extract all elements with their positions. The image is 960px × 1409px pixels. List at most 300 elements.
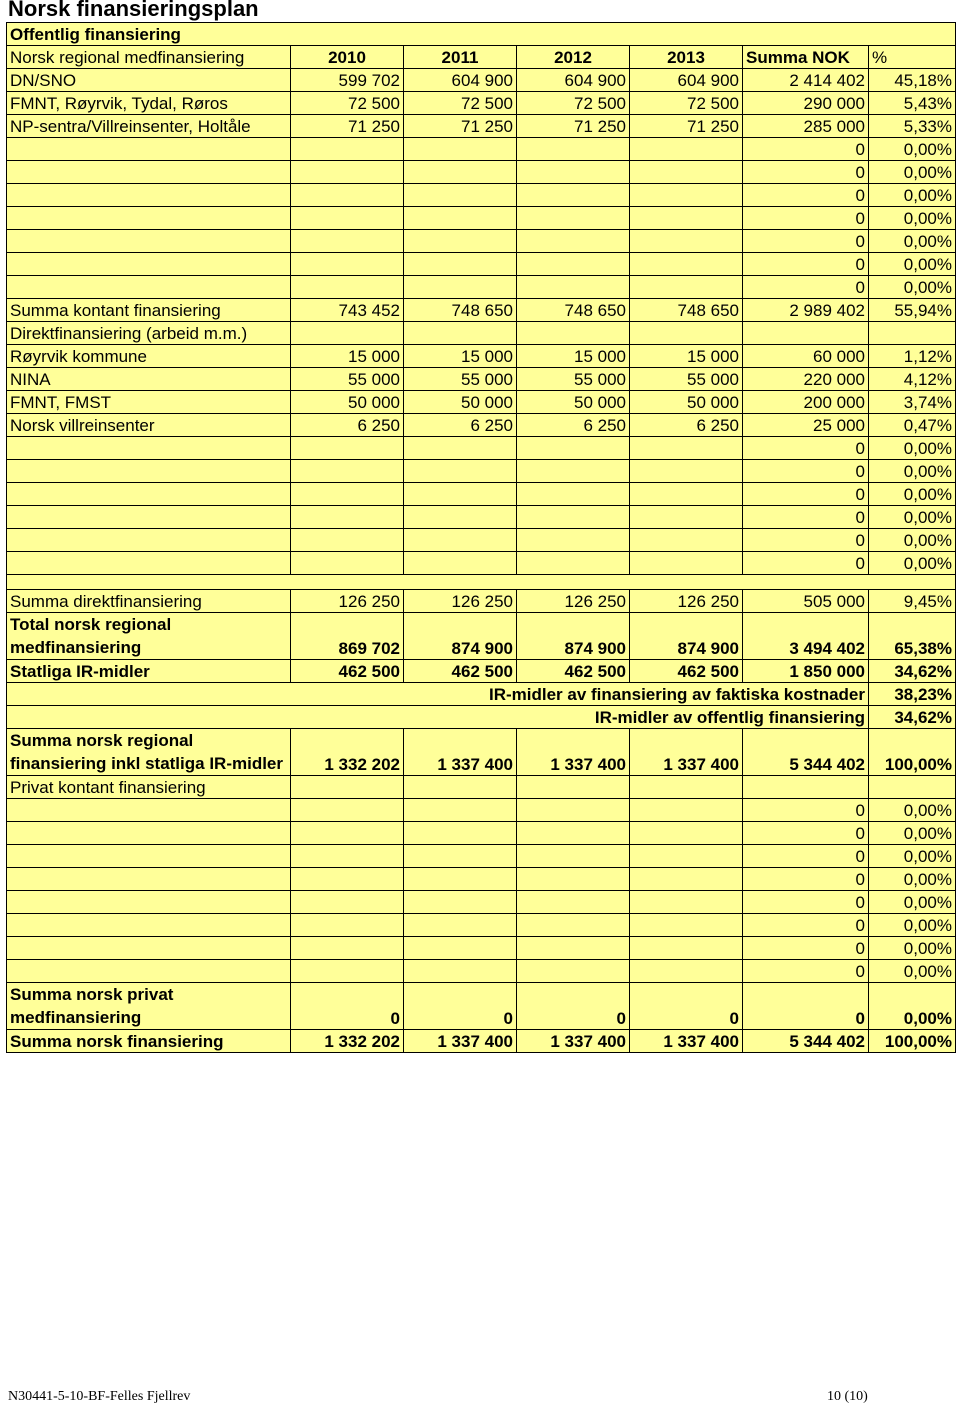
cell-y2013: 748 650	[630, 299, 743, 322]
cell-pct: 0,00%	[869, 960, 956, 983]
cell-y2010: 743 452	[291, 299, 404, 322]
cell-y2013	[630, 138, 743, 161]
cell-sum: 0	[743, 822, 869, 845]
empty-cell	[743, 322, 869, 345]
cell-y2011: 604 900	[404, 69, 517, 92]
row-label	[7, 822, 291, 845]
cell-y2011: 0	[404, 983, 517, 1030]
cell-sum: 0	[743, 230, 869, 253]
cell-y2011	[404, 138, 517, 161]
cell-pct: 0,00%	[869, 937, 956, 960]
cell-y2012: 604 900	[517, 69, 630, 92]
cell-sum: 220 000	[743, 368, 869, 391]
row-label	[7, 483, 291, 506]
cell-y2012: 15 000	[517, 345, 630, 368]
cell-y2010: 71 250	[291, 115, 404, 138]
cell-y2012	[517, 230, 630, 253]
cell-y2012	[517, 845, 630, 868]
cell-pct: 0,00%	[869, 437, 956, 460]
row-label	[7, 799, 291, 822]
table-row	[7, 437, 956, 460]
footer-page-number: 10 (10)	[827, 1389, 868, 1404]
cell-y2011	[404, 914, 517, 937]
cell-y2012	[517, 822, 630, 845]
cell-y2013	[630, 868, 743, 891]
col-header-2013: 2013	[630, 46, 743, 69]
cell-y2010	[291, 161, 404, 184]
cell-pct: 0,00%	[869, 276, 956, 299]
cell-y2013	[630, 230, 743, 253]
cell-y2010	[291, 822, 404, 845]
row-label: NINA	[7, 368, 291, 391]
cell-y2011	[404, 184, 517, 207]
empty-cell	[630, 776, 743, 799]
cell-y2011: 71 250	[404, 115, 517, 138]
cell-y2010	[291, 253, 404, 276]
table-row	[7, 552, 956, 575]
cell-y2011	[404, 207, 517, 230]
table-row	[7, 483, 956, 506]
row-label: FMNT, FMST	[7, 391, 291, 414]
cell-y2012	[517, 437, 630, 460]
share-pct: 38,23%	[869, 683, 956, 706]
cell-y2012	[517, 207, 630, 230]
cell-sum: 0	[743, 914, 869, 937]
cell-y2012: 1 337 400	[517, 1030, 630, 1053]
empty-cell	[404, 322, 517, 345]
row-label: Total norsk regional medfinansiering	[7, 613, 291, 660]
page-title: Norsk finansieringsplan	[8, 0, 259, 21]
table-row	[7, 937, 956, 960]
cell-sum: 0	[743, 184, 869, 207]
cell-y2010	[291, 799, 404, 822]
cell-y2012	[517, 138, 630, 161]
col-header-sum: Summa NOK	[743, 46, 869, 69]
subsection-title: Norsk regional medfinansiering	[7, 46, 291, 69]
cell-y2011: 15 000	[404, 345, 517, 368]
cell-sum: 1 850 000	[743, 660, 869, 683]
footer-document-id: N30441-5-10-BF-Felles Fjellrev	[8, 1389, 191, 1404]
cell-y2010: 462 500	[291, 660, 404, 683]
cell-sum: 0	[743, 937, 869, 960]
row-label: Summa norsk privat medfinansiering	[7, 983, 291, 1030]
cell-y2013: 15 000	[630, 345, 743, 368]
cell-pct: 0,00%	[869, 230, 956, 253]
cell-y2010	[291, 276, 404, 299]
column-header-row	[7, 46, 956, 69]
cell-pct: 55,94%	[869, 299, 956, 322]
cell-y2010	[291, 845, 404, 868]
empty-cell	[869, 776, 956, 799]
cell-pct: 65,38%	[869, 613, 956, 660]
ir-share-costs-row	[7, 683, 956, 706]
cell-y2012	[517, 914, 630, 937]
cell-y2011	[404, 253, 517, 276]
cell-y2013: 462 500	[630, 660, 743, 683]
cell-y2013	[630, 552, 743, 575]
cell-y2010	[291, 207, 404, 230]
empty-cell	[291, 322, 404, 345]
cell-pct: 5,33%	[869, 115, 956, 138]
table-row	[7, 276, 956, 299]
cell-sum: 5 344 402	[743, 1030, 869, 1053]
table-row	[7, 161, 956, 184]
cell-y2010	[291, 437, 404, 460]
section-header-row	[7, 23, 956, 46]
cell-pct: 0,47%	[869, 414, 956, 437]
cell-y2010: 15 000	[291, 345, 404, 368]
cell-y2013	[630, 184, 743, 207]
table-row	[7, 391, 956, 414]
cell-y2010	[291, 960, 404, 983]
cell-y2011: 126 250	[404, 590, 517, 613]
cell-y2013	[630, 891, 743, 914]
cell-y2011	[404, 799, 517, 822]
empty-cell	[630, 322, 743, 345]
cell-y2013: 604 900	[630, 69, 743, 92]
cell-y2010	[291, 914, 404, 937]
summa-inkl-ir-row	[7, 729, 956, 776]
empty-cell	[404, 776, 517, 799]
cell-y2012	[517, 868, 630, 891]
cell-y2013: 6 250	[630, 414, 743, 437]
table-row	[7, 207, 956, 230]
cell-pct: 0,00%	[869, 138, 956, 161]
row-label	[7, 891, 291, 914]
cell-y2013: 50 000	[630, 391, 743, 414]
cell-pct: 1,12%	[869, 345, 956, 368]
cell-sum: 60 000	[743, 345, 869, 368]
row-label	[7, 230, 291, 253]
ir-row	[7, 660, 956, 683]
cell-pct: 0,00%	[869, 483, 956, 506]
cell-y2013: 1 337 400	[630, 1030, 743, 1053]
cell-y2013: 874 900	[630, 613, 743, 660]
cell-y2010	[291, 552, 404, 575]
row-label: Summa norsk finansiering	[7, 1030, 291, 1053]
cell-y2013	[630, 506, 743, 529]
cell-y2013	[630, 799, 743, 822]
cell-sum: 0	[743, 276, 869, 299]
cell-y2013	[630, 207, 743, 230]
cell-y2013	[630, 460, 743, 483]
cell-y2012: 1 337 400	[517, 729, 630, 776]
cell-y2010: 6 250	[291, 414, 404, 437]
cell-sum: 3 494 402	[743, 613, 869, 660]
col-header-2011: 2011	[404, 46, 517, 69]
cell-y2010	[291, 460, 404, 483]
cell-y2012	[517, 276, 630, 299]
cell-y2011: 1 337 400	[404, 1030, 517, 1053]
row-label	[7, 437, 291, 460]
cell-y2013: 1 337 400	[630, 729, 743, 776]
cell-pct: 0,00%	[869, 552, 956, 575]
cell-y2010: 0	[291, 983, 404, 1030]
cell-pct: 0,00%	[869, 253, 956, 276]
cell-pct: 100,00%	[869, 729, 956, 776]
cell-y2012: 55 000	[517, 368, 630, 391]
table-row	[7, 822, 956, 845]
cell-y2010: 1 332 202	[291, 1030, 404, 1053]
section-heading: Privat kontant finansiering	[7, 776, 291, 799]
cell-sum: 0	[743, 138, 869, 161]
share-pct: 34,62%	[869, 706, 956, 729]
row-label	[7, 184, 291, 207]
cell-pct: 0,00%	[869, 914, 956, 937]
spacer-row	[7, 575, 956, 590]
cell-y2011	[404, 868, 517, 891]
empty-cell	[291, 776, 404, 799]
cell-y2010: 126 250	[291, 590, 404, 613]
cell-y2011	[404, 960, 517, 983]
cell-sum: 0	[743, 891, 869, 914]
share-label: IR-midler av finansiering av faktiska kostnader	[7, 683, 869, 706]
cell-y2010	[291, 138, 404, 161]
table-row	[7, 460, 956, 483]
cell-pct: 0,00%	[869, 529, 956, 552]
cell-y2013: 55 000	[630, 368, 743, 391]
cell-sum: 0	[743, 529, 869, 552]
row-label	[7, 529, 291, 552]
col-header-2010: 2010	[291, 46, 404, 69]
cell-y2011	[404, 506, 517, 529]
cell-y2012: 126 250	[517, 590, 630, 613]
row-label: Røyrvik kommune	[7, 345, 291, 368]
cell-sum: 0	[743, 506, 869, 529]
cell-sum: 0	[743, 868, 869, 891]
cell-y2011	[404, 552, 517, 575]
cell-pct: 0,00%	[869, 207, 956, 230]
cell-sum: 505 000	[743, 590, 869, 613]
cell-y2013	[630, 845, 743, 868]
cell-sum: 285 000	[743, 115, 869, 138]
row-label	[7, 552, 291, 575]
cell-y2012: 874 900	[517, 613, 630, 660]
row-label	[7, 460, 291, 483]
row-label: NP-sentra/Villreinsenter, Holtåle	[7, 115, 291, 138]
section-title: Offentlig finansiering	[7, 23, 956, 46]
cell-y2012: 748 650	[517, 299, 630, 322]
cell-sum: 2 989 402	[743, 299, 869, 322]
cell-pct: 0,00%	[869, 460, 956, 483]
cell-sum: 5 344 402	[743, 729, 869, 776]
cell-sum: 0	[743, 483, 869, 506]
table-row	[7, 960, 956, 983]
row-label	[7, 845, 291, 868]
row-label	[7, 253, 291, 276]
cell-y2011	[404, 937, 517, 960]
cell-y2012	[517, 460, 630, 483]
row-label	[7, 276, 291, 299]
cell-y2012: 6 250	[517, 414, 630, 437]
cell-y2010: 599 702	[291, 69, 404, 92]
cell-y2011: 6 250	[404, 414, 517, 437]
cell-y2013	[630, 529, 743, 552]
cell-y2013	[630, 437, 743, 460]
cell-sum: 0	[743, 845, 869, 868]
cell-sum: 0	[743, 437, 869, 460]
cell-pct: 0,00%	[869, 161, 956, 184]
subtotal-row-privat	[7, 983, 956, 1030]
direktfinansiering-heading-row	[7, 322, 956, 345]
section-heading: Direktfinansiering (arbeid m.m.)	[7, 322, 291, 345]
cell-y2013	[630, 822, 743, 845]
subtotal-row-kontant	[7, 299, 956, 322]
cell-y2010	[291, 891, 404, 914]
cell-pct: 0,00%	[869, 799, 956, 822]
cell-y2013: 126 250	[630, 590, 743, 613]
financing-table	[6, 22, 956, 1053]
row-label: Norsk villreinsenter	[7, 414, 291, 437]
cell-y2012	[517, 253, 630, 276]
empty-cell	[743, 776, 869, 799]
table-row	[7, 345, 956, 368]
cell-pct: 0,00%	[869, 845, 956, 868]
empty-cell	[517, 322, 630, 345]
cell-sum: 25 000	[743, 414, 869, 437]
cell-y2010	[291, 868, 404, 891]
cell-y2010	[291, 184, 404, 207]
empty-cell	[869, 322, 956, 345]
cell-y2012: 462 500	[517, 660, 630, 683]
cell-sum: 0	[743, 207, 869, 230]
cell-y2011	[404, 891, 517, 914]
row-label: Statliga IR-midler	[7, 660, 291, 683]
row-label: FMNT, Røyrvik, Tydal, Røros	[7, 92, 291, 115]
cell-y2012	[517, 799, 630, 822]
cell-sum: 0	[743, 460, 869, 483]
table-row	[7, 92, 956, 115]
cell-y2013	[630, 253, 743, 276]
cell-y2011: 50 000	[404, 391, 517, 414]
cell-y2012	[517, 184, 630, 207]
table-row	[7, 230, 956, 253]
cell-y2010	[291, 230, 404, 253]
cell-y2011	[404, 230, 517, 253]
cell-y2012: 72 500	[517, 92, 630, 115]
cell-y2011: 55 000	[404, 368, 517, 391]
cell-pct: 34,62%	[869, 660, 956, 683]
cell-sum: 0	[743, 253, 869, 276]
cell-pct: 3,74%	[869, 391, 956, 414]
cell-y2012	[517, 891, 630, 914]
table-row	[7, 115, 956, 138]
cell-sum: 0	[743, 799, 869, 822]
cell-y2010: 869 702	[291, 613, 404, 660]
table-row	[7, 69, 956, 92]
cell-y2012	[517, 552, 630, 575]
ir-share-public-row	[7, 706, 956, 729]
cell-pct: 45,18%	[869, 69, 956, 92]
cell-y2012: 0	[517, 983, 630, 1030]
table-row	[7, 184, 956, 207]
table-row	[7, 891, 956, 914]
cell-sum: 0	[743, 161, 869, 184]
cell-y2010: 72 500	[291, 92, 404, 115]
cell-sum: 2 414 402	[743, 69, 869, 92]
cell-y2012	[517, 960, 630, 983]
subtotal-row-direkt	[7, 590, 956, 613]
cell-y2011	[404, 437, 517, 460]
cell-sum: 290 000	[743, 92, 869, 115]
cell-y2011	[404, 161, 517, 184]
cell-y2011	[404, 460, 517, 483]
cell-y2012	[517, 483, 630, 506]
table-row	[7, 253, 956, 276]
cell-y2013	[630, 960, 743, 983]
cell-pct: 0,00%	[869, 868, 956, 891]
cell-y2011	[404, 483, 517, 506]
share-label: IR-midler av offentlig finansiering	[7, 706, 869, 729]
cell-y2013	[630, 483, 743, 506]
cell-y2011: 72 500	[404, 92, 517, 115]
cell-pct: 0,00%	[869, 184, 956, 207]
row-label: DN/SNO	[7, 69, 291, 92]
row-label	[7, 868, 291, 891]
cell-y2013	[630, 914, 743, 937]
cell-y2013: 0	[630, 983, 743, 1030]
cell-pct: 100,00%	[869, 1030, 956, 1053]
table-row	[7, 414, 956, 437]
cell-y2012: 71 250	[517, 115, 630, 138]
row-label	[7, 937, 291, 960]
cell-y2011	[404, 845, 517, 868]
cell-y2012	[517, 161, 630, 184]
privat-heading-row	[7, 776, 956, 799]
table-row	[7, 914, 956, 937]
cell-y2011	[404, 276, 517, 299]
cell-y2013: 71 250	[630, 115, 743, 138]
cell-y2013	[630, 937, 743, 960]
cell-pct: 0,00%	[869, 983, 956, 1030]
cell-pct: 5,43%	[869, 92, 956, 115]
row-label: Summa direktfinansiering	[7, 590, 291, 613]
table-row	[7, 506, 956, 529]
spacer-cell	[7, 575, 956, 590]
col-header-pct: %	[869, 46, 956, 69]
cell-y2012	[517, 506, 630, 529]
cell-y2011	[404, 822, 517, 845]
cell-y2011	[404, 529, 517, 552]
row-label	[7, 914, 291, 937]
row-label	[7, 506, 291, 529]
row-label: Summa norsk regional finansiering inkl statliga IR-midler	[7, 729, 291, 776]
cell-y2010	[291, 529, 404, 552]
table-row	[7, 868, 956, 891]
table-row	[7, 845, 956, 868]
cell-y2011: 874 900	[404, 613, 517, 660]
table-row	[7, 368, 956, 391]
table-row	[7, 799, 956, 822]
cell-pct: 0,00%	[869, 891, 956, 914]
cell-y2010: 50 000	[291, 391, 404, 414]
cell-sum: 200 000	[743, 391, 869, 414]
cell-y2011: 748 650	[404, 299, 517, 322]
cell-pct: 0,00%	[869, 822, 956, 845]
cell-y2012: 50 000	[517, 391, 630, 414]
row-label	[7, 960, 291, 983]
row-label	[7, 161, 291, 184]
cell-y2011: 1 337 400	[404, 729, 517, 776]
summa-norsk-row	[7, 1030, 956, 1053]
table-row	[7, 529, 956, 552]
cell-pct: 4,12%	[869, 368, 956, 391]
cell-y2010: 1 332 202	[291, 729, 404, 776]
col-header-2012: 2012	[517, 46, 630, 69]
cell-y2013	[630, 276, 743, 299]
cell-sum: 0	[743, 983, 869, 1030]
cell-y2010	[291, 506, 404, 529]
